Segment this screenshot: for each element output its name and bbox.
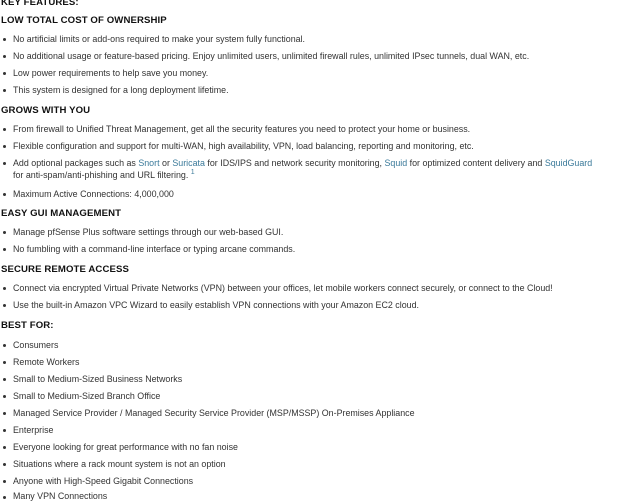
bullet <box>3 248 6 251</box>
list-item: No fumbling with a command-line interface or typing arcane commands. <box>13 244 296 254</box>
list-item: Anyone with High-Speed Gigabit Connections <box>13 476 194 486</box>
footnote-link[interactable]: 1 <box>190 169 195 176</box>
list-item: Remote Workers <box>13 357 80 367</box>
packages-text: or <box>159 158 173 168</box>
squidguard-link[interactable]: SquidGuard <box>544 158 593 168</box>
bullet <box>3 361 6 364</box>
packages-text: Add optional packages such as <box>13 158 139 168</box>
bullet <box>3 193 6 196</box>
bullet <box>3 480 6 483</box>
list-item: Flexible configuration and support for multi-WAN, high availability, VPN, load balancing, reporting and monitoring, etc. <box>13 141 474 151</box>
bullet <box>3 496 6 499</box>
list-item: Consumers <box>13 340 59 350</box>
list-item: Situations where a rack mount system is not an option <box>13 459 226 469</box>
list-item: Low power requirements to help save you money. <box>13 68 209 78</box>
heading-easy-gui-management: EASY GUI MANAGEMENT <box>1 208 122 219</box>
list-item: Managed Service Provider / Managed Security Service Provider (MSP/MSSP) On-Premises Appliance <box>13 408 415 418</box>
list-item: Maximum Active Connections: 4,000,000 <box>13 189 174 199</box>
key-features-title: KEY FEATURES: <box>1 0 79 8</box>
list-item: Many VPN Connections <box>13 491 108 501</box>
list-item: No additional usage or feature-based pricing. Enjoy unlimited users, unlimited firewall rules, unlimited IPsec tunnels, dual WAN, etc. <box>13 51 530 61</box>
list-item: Enterprise <box>13 425 54 435</box>
bullet <box>3 89 6 92</box>
list-item: Everyone looking for great performance with no fan noise <box>13 442 238 452</box>
bullet <box>3 412 6 415</box>
packages-text: for anti-spam/anti-phishing and URL filtering. <box>13 170 189 180</box>
list-item-continuation <box>13 169 195 181</box>
bullet <box>3 162 6 165</box>
squid-link[interactable]: Squid <box>384 158 408 168</box>
packages-text: for optimized content delivery and <box>407 158 545 168</box>
bullet <box>3 145 6 148</box>
list-item: No artificial limits or add-ons required to make your system fully functional. <box>13 34 306 44</box>
bullet <box>3 429 6 432</box>
list-item: Connect via encrypted Virtual Private Networks (VPN) between your offices, let mobile workers connect securely, or connect to the Cloud! <box>13 283 553 293</box>
bullet <box>3 128 6 131</box>
list-item-optional-packages <box>13 157 592 169</box>
bullet <box>3 231 6 234</box>
bullet <box>3 72 6 75</box>
bullet <box>3 446 6 449</box>
suricata-link[interactable]: Suricata <box>172 158 205 168</box>
bullet <box>3 344 6 347</box>
list-item: Small to Medium-Sized Business Networks <box>13 374 183 384</box>
heading-best-for: BEST FOR: <box>1 320 54 331</box>
packages-text: for IDS/IPS and network security monitoring, <box>204 158 385 168</box>
list-item: Use the built-in Amazon VPC Wizard to easily establish VPN connections with your Amazon EC2 cloud. <box>13 300 419 310</box>
bullet <box>3 463 6 466</box>
snort-link[interactable]: Snort <box>138 158 160 168</box>
heading-grows-with-you: GROWS WITH YOU <box>1 105 91 116</box>
bullet <box>3 287 6 290</box>
bullet <box>3 395 6 398</box>
bullet <box>3 304 6 307</box>
list-item: This system is designed for a long deployment lifetime. <box>13 85 229 95</box>
list-item: Manage pfSense Plus software settings through our web-based GUI. <box>13 227 284 237</box>
bullet <box>3 378 6 381</box>
heading-secure-remote-access: SECURE REMOTE ACCESS <box>1 264 129 275</box>
heading-low-total-cost: LOW TOTAL COST OF OWNERSHIP <box>1 15 167 26</box>
list-item: Small to Medium-Sized Branch Office <box>13 391 161 401</box>
bullet <box>3 38 6 41</box>
bullet <box>3 55 6 58</box>
list-item: From firewall to Unified Threat Management, get all the security features you need to protect your home or business. <box>13 124 471 134</box>
